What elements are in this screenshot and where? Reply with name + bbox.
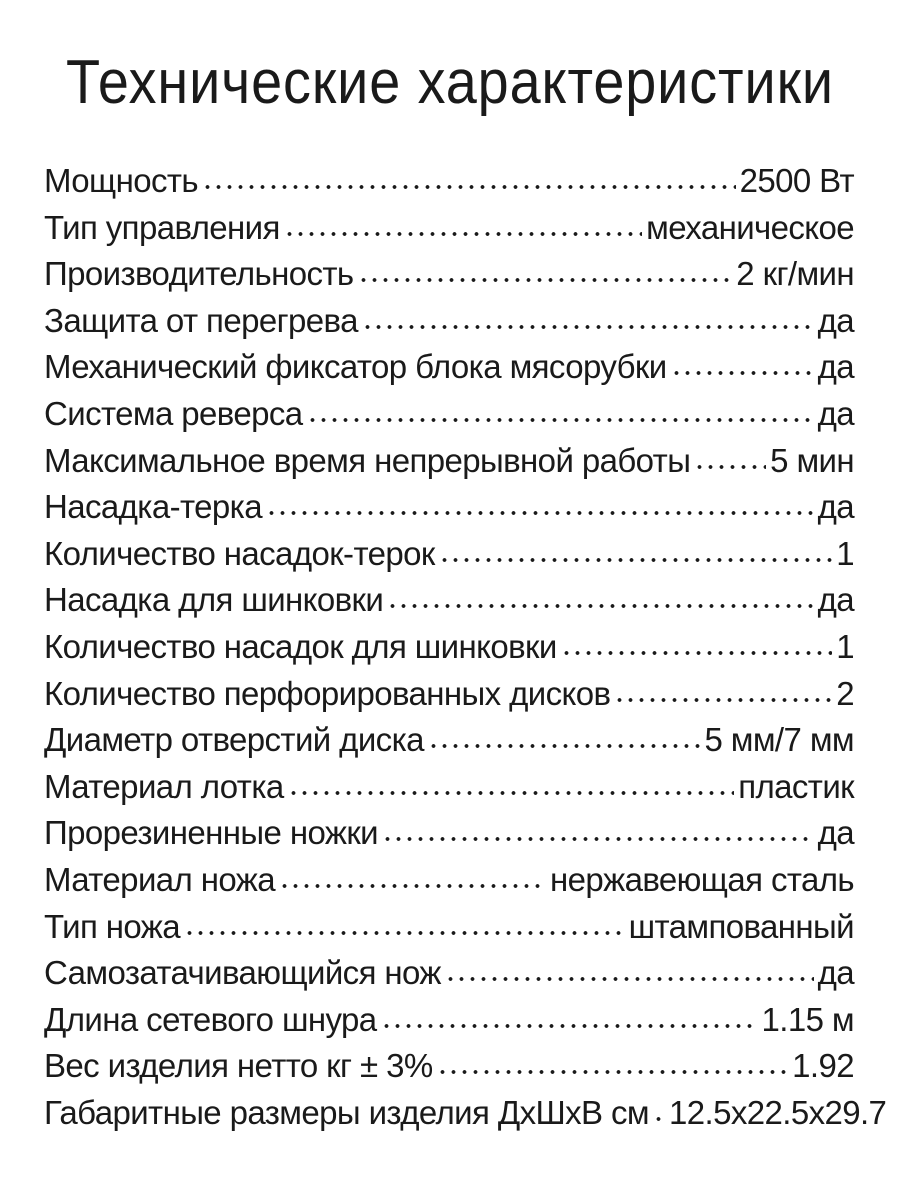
- spec-name: Габаритные размеры изделия ДхШхВ см: [44, 1093, 650, 1131]
- spec-name: Длина сетевого шнура: [44, 1000, 377, 1038]
- spec-value: 1.92: [792, 1047, 854, 1085]
- spec-row: [44, 997, 854, 1044]
- spec-value: 12.5х22.5х29.7: [669, 1093, 887, 1131]
- dot-leader: [382, 836, 814, 842]
- dot-leader: [445, 976, 814, 982]
- spec-row: [44, 717, 854, 764]
- spec-name: Мощность: [44, 162, 198, 199]
- spec-value: да: [817, 814, 854, 852]
- spec-row: [44, 671, 854, 718]
- spec-row: [44, 904, 854, 951]
- spec-value: 1: [836, 534, 854, 572]
- spec-value: нержавеющая сталь: [549, 860, 854, 898]
- spec-name: Количество насадок для шинковки: [44, 627, 557, 665]
- spec-value: да: [817, 488, 854, 526]
- spec-value: да: [817, 581, 854, 619]
- spec-row: [44, 251, 854, 298]
- spec-name: Самозатачивающийся нож: [44, 954, 441, 992]
- dot-leader: [439, 557, 833, 563]
- dot-leader: [387, 603, 813, 609]
- spec-row: [44, 205, 854, 252]
- spec-name: Тип управления: [44, 208, 280, 246]
- spec-row: [44, 577, 854, 624]
- spec-row: [44, 158, 854, 205]
- spec-row: [44, 344, 854, 391]
- dot-leader: [358, 277, 733, 283]
- dot-leader: [437, 1069, 789, 1075]
- spec-row: [44, 857, 854, 904]
- spec-row: [44, 484, 854, 531]
- spec-row: [44, 624, 854, 671]
- spec-name: Производительность: [44, 255, 354, 293]
- dot-leader: [279, 883, 546, 889]
- spec-value: 2 кг/мин: [736, 255, 854, 293]
- spec-row: [44, 764, 854, 811]
- dot-leader: [284, 231, 642, 237]
- dot-leader: [184, 930, 625, 936]
- spec-name: Механический фиксатор блока мясорубки: [44, 348, 667, 386]
- spec-value: 2: [836, 674, 854, 712]
- dot-leader: [307, 417, 814, 423]
- spec-name: Вес изделия нетто кг ± 3%: [44, 1047, 433, 1085]
- spec-row: [44, 298, 854, 345]
- spec-value: 5 мин: [770, 441, 854, 479]
- dot-leader: [561, 650, 833, 656]
- dot-leader: [381, 1023, 758, 1029]
- spec-value: механическое: [646, 208, 854, 246]
- dot-leader: [202, 184, 736, 190]
- spec-row: [44, 438, 854, 485]
- spec-list: [44, 158, 887, 1136]
- spec-name: Количество перфорированных дисков: [44, 674, 611, 712]
- spec-name: Насадка для шинковки: [44, 581, 384, 619]
- spec-name: Диаметр отверстий диска: [44, 721, 424, 759]
- spec-row: [44, 391, 854, 438]
- spec-row: [44, 810, 854, 857]
- spec-name: Насадка-терка: [44, 488, 262, 526]
- dot-leader: [288, 790, 735, 796]
- spec-row: [44, 950, 854, 997]
- dot-leader: [653, 1116, 665, 1122]
- dot-leader: [614, 697, 832, 703]
- spec-value: 1: [836, 627, 854, 665]
- spec-name: Прорезиненные ножки: [44, 814, 378, 852]
- spec-row: [44, 1043, 854, 1090]
- spec-name: Система реверса: [44, 394, 303, 432]
- spec-value: да: [817, 348, 854, 386]
- spec-value: пластик: [738, 767, 854, 805]
- spec-row: [44, 1090, 887, 1137]
- spec-name: Материал ножа: [44, 860, 275, 898]
- spec-name: Защита от перегрева: [44, 301, 358, 339]
- spec-value: 1.15 м: [761, 1000, 854, 1038]
- spec-value: 5 мм/7 мм: [704, 721, 854, 759]
- dot-leader: [362, 324, 814, 330]
- spec-value: да: [817, 394, 854, 432]
- spec-row: [44, 531, 854, 578]
- dot-leader: [671, 370, 814, 376]
- dot-leader: [428, 743, 701, 749]
- spec-value: штампованный: [628, 907, 854, 945]
- spec-name: Максимальное время непрерывной работы: [44, 441, 691, 479]
- spec-name: Количество насадок-терок: [44, 534, 435, 572]
- dot-leader: [694, 464, 766, 470]
- page-title: Технические характеристики: [66, 48, 834, 117]
- spec-value: 2500 Вт: [739, 162, 854, 199]
- spec-value: да: [817, 301, 854, 339]
- spec-name: Тип ножа: [44, 907, 181, 945]
- dot-leader: [266, 510, 814, 516]
- spec-value: да: [817, 954, 854, 992]
- spec-name: Материал лотка: [44, 767, 284, 805]
